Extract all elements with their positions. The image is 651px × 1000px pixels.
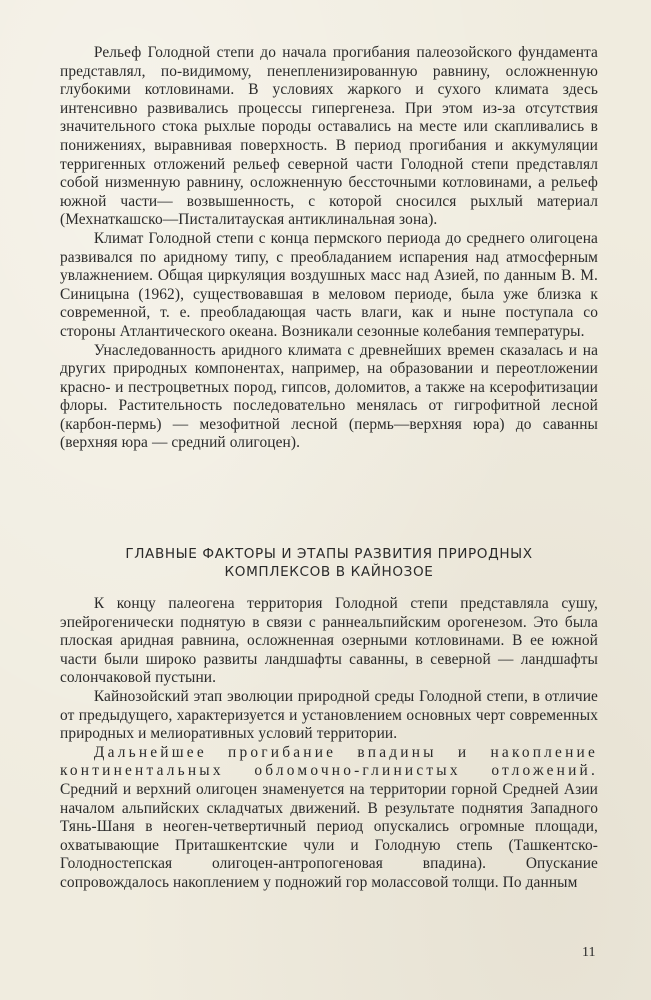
paragraph-paleogene: К концу палеогена территория Голодной степи представляла сушу, эпейрогенически поднятую в связи с раннеальпийским орогенезом. Это была плоская аридная равнина, осложненная озерными котловинами. В ее южной части были широко развиты ландшафты саванны, в северной — ландшафты солончаковой пустыни. [60, 595, 598, 687]
paragraph-arid-inheritance: Унаследованность аридного климата с древнейших времен сказалась и на других природных компонентах, например, на образовании и переотложении красно- и пестроцветных пород, гипсов, доломитов, а также на ксерофитизации флоры. Растительность последовательно менялась от гигрофитной лесной (карбон-пермь) — мезофитной лесной (пермь—верхняя юра) до саванны (верхняя юра — средний олигоцен). [60, 341, 598, 452]
text-block-paleozoic [60, 44, 598, 453]
page-number: 11 [582, 945, 596, 960]
section-heading-line-1: ГЛАВНЫЕ ФАКТОРЫ И ЭТАПЫ РАЗВИТИЯ ПРИРОДНЫХ [125, 546, 533, 562]
paragraph-relief: Рельеф Голодной степи до начала прогибания палеозойского фундамента представлял, по-видимому, пенепленизированную равнину, осложненную глубокими котловинами. В условиях жаркого и сухого климата здесь интенсивно развивались процессы гипергенеза. При этом из-за отсутствия значительного стока рыхлые породы оставались на месте или скапливались в понижениях, выравнивая поверхность. В период прогибания и аккумуляции терригенных отложений рельеф северной части Голодной степи представлял собой низменную равнину, осложненную бессточными котловинами, а рельеф южной части— возвышенность, с которой сносился рыхлый материал (Мехнаткашско—Писталитауская антиклинальная зона). [60, 44, 598, 229]
section-heading-line-2: КОМПЛЕКСОВ В КАЙНОЗОЕ [224, 564, 434, 580]
paragraph-subsidence [60, 744, 598, 893]
paragraph-cenozoic-stage: Кайнозойский этап эволюции природной среды Голодной степи, в отличие от предыдущего, характеризуется и установлением основных черт современных природных и мелиоративных условий территории. [60, 687, 598, 743]
text-block-cenozoic [60, 595, 598, 893]
spaced-run-in-heading: Дальнейшее прогибание впадины и накопление континентальных обломочно-глинистых отложений. [60, 743, 598, 780]
section-heading [60, 545, 598, 581]
paragraph-subsidence-text: Средний и верхний олигоцен знаменуется на территории горной Средней Азии началом альпийских складчатых движений. В результате поднятия Западного Тянь-Шаня в неоген-четвертичный период опускались огромные площади, охватывающие Приташкентские чули и Голодную степь (Ташкентско-Голодностепская олигоцен-антропогеновая впадина). Опускание сопровождалось накоплением у подножий гор молассовой толщи. По данным [60, 780, 598, 891]
paragraph-climate: Климат Голодной степи с конца пермского периода до среднего олигоцена развивался по аридному типу, с преобладанием испарения над атмосферным увлажнением. Общая циркуляция воздушных масс над Азией, по данным В. М. Синицына (1962), существовавшая в меловом периоде, была уже близка к современной, т. е. преобладающая часть влаги, как и ныне поступала со стороны Атлантического океана. Возникали сезонные колебания температуры. [60, 229, 598, 340]
